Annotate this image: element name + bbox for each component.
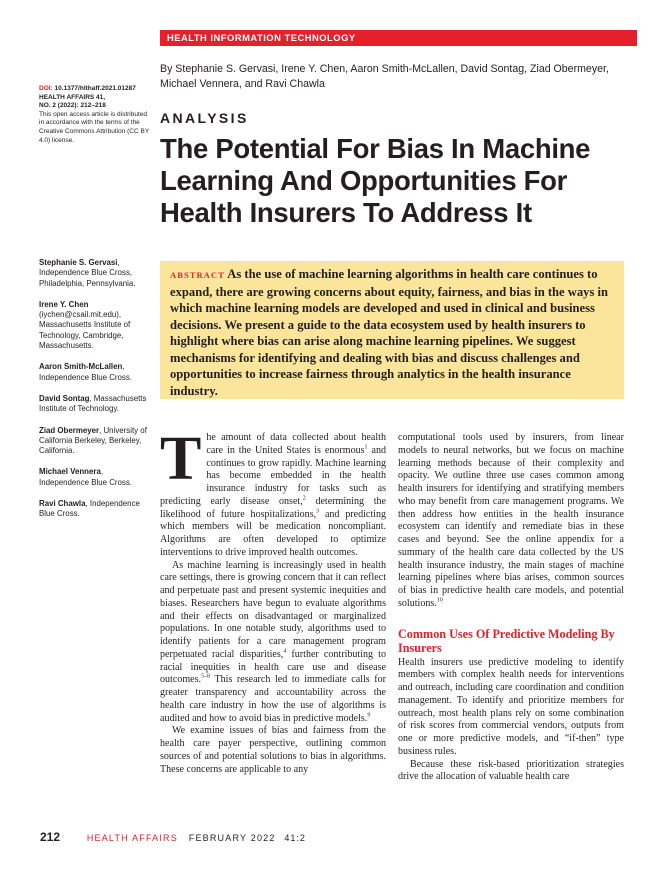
affiliation: Ravi Chawla, Independence Blue Cross. <box>39 499 140 519</box>
affiliation: Stephanie S. Gervasi, Independence Blue Cross, Philadelphia, Pennsylvania. <box>39 258 136 288</box>
body-paragraph: Health insurers use predictive modeling to identify members with complex health needs for interventions and outreach, including care coordination and condition management. To identify and prioritize members for outreach, most health plans rely on some combination of risk scores from commercial vendors, outputs from one or more predictive models, and “if-then” type business rules. <box>398 656 624 757</box>
affiliation: Irene Y. Chen (iychen@csail.mit.edu), Massachusetts Institute of Technology, Cambridge, Massachusetts. <box>39 299 131 351</box>
abstract-label: ABSTRACT <box>170 270 225 280</box>
drop-cap: T <box>160 425 202 493</box>
body-paragraph: As machine learning is increasingly used in health care settings, there is growing concern that it can reflect and perpetuate past and present systemic inequities and biases. Researchers have begun to evaluate algorithms and their effects on disadvantaged or marginalized populations. In one notable study, algorithms used to identify patients for a care management program perpetuated racial disparities,$^4$ further contributing to racial inequities in health care use and disease outcomes.$^{5-8}$ This research led to immediate calls for greater transparency and accountability across the health care industry in how the use of algorithms is audited and how to avoid bias in predictive models.$^9$ <box>160 559 386 724</box>
page-number: 212 <box>40 830 61 844</box>
abstract-box <box>160 261 624 399</box>
affiliation: David Sontag, Massachusetts Institute of Technology. <box>39 393 147 414</box>
body-paragraph: The amount of data collected about health care in the United States is enormous$^1$ and continues to grow rapidly. Machine learning has become embedded in the health insurance industry for tasks such as predicting early disease onset,$^2$ determining the likelihood of future hospitalizations,$^3$ and predicting which members will be medication noncompliant. Algorithms are often developed to optimize interventions to drive improved health outcomes. <box>160 425 386 558</box>
journal-issue: NO. 2 (2022): 212–218 <box>39 102 106 110</box>
volume-issue: 41:2 <box>284 833 306 843</box>
body-column-right <box>398 432 624 784</box>
author-affiliations <box>39 258 153 531</box>
journal-volume: HEALTH AFFAIRS 41, <box>39 93 106 101</box>
affiliation: Aaron Smith-McLallen, Independence Blue Cross. <box>39 362 132 382</box>
abstract-text: As the use of machine learning algorithms in health care continues to expand, there are growing concerns about equity, fairness, and bias in the ways in which machine learning models are developed and used in clinical and business decisions. We present a guide to the data ecosystem used by health insurers to highlight where bias can arise along machine learning pipelines. We suggest mechanisms for identifying and dealing with bias and discuss challenges and opportunities to increase fairness through analytics in the health insurance industry. <box>170 267 609 398</box>
affiliation: Ziad Obermeyer, University of California Berkeley, Berkeley, California. <box>39 425 147 456</box>
doi-label: DOI: <box>39 85 53 92</box>
section-banner: HEALTH INFORMATION TECHNOLOGY <box>160 30 637 46</box>
doi-value: 10.1377/hlthaff.2021.01287 <box>54 85 136 92</box>
body-paragraph: Because these risk-based prioritization strategies drive the allocation of valuable health care <box>398 758 624 783</box>
doi-block <box>39 85 151 145</box>
issue-date: FEBRUARY 2022 <box>188 833 276 843</box>
journal-name: HEALTH AFFAIRS <box>86 833 178 843</box>
body-paragraph: We examine issues of bias and fairness from the health care payer perspective, outlining common sources of and potential solutions to bias in algorithms. These concerns are applicable to any <box>160 725 386 775</box>
affiliation: Michael Vennera, Independence Blue Cross. <box>39 467 132 487</box>
body-column-left <box>160 425 386 776</box>
authors-line: By Stephanie S. Gervasi, Irene Y. Chen, Aaron Smith-McLallen, David Sontag, Ziad Obermeyer, Michael Vennera, and Ravi Chawla <box>160 63 609 90</box>
page-footer <box>40 830 306 844</box>
body-paragraph: computational tools used by insurers, from linear models to neural networks, but we focus on machine learning methods because of their complexity and opacity. We outline three use cases common among health insurers for identifying and stratifying members who may benefit from care management programs. We then address how entities in the health insurance ecosystem can identify and remediate bias in these cases and beyond. See the online appendix for a summary of the health care data collected by the US health insurance industry, the main stages of machine learning pipelines where bias arises, common sources of bias in predictive health care models, and potential solutions.$^{10}$ <box>398 432 624 609</box>
section-heading: Common Uses Of Predictive Modeling By Insurers <box>398 626 615 655</box>
article-title: The Potential For Bias In Machine Learning And Opportunities For Health Insurers To Address It <box>160 133 591 228</box>
license-note: This open access article is distributed in accordance with the terms of the Creative Commons Attribution (CC BY 4.0) license. <box>39 110 150 144</box>
article-type: ANALYSIS <box>160 110 249 126</box>
